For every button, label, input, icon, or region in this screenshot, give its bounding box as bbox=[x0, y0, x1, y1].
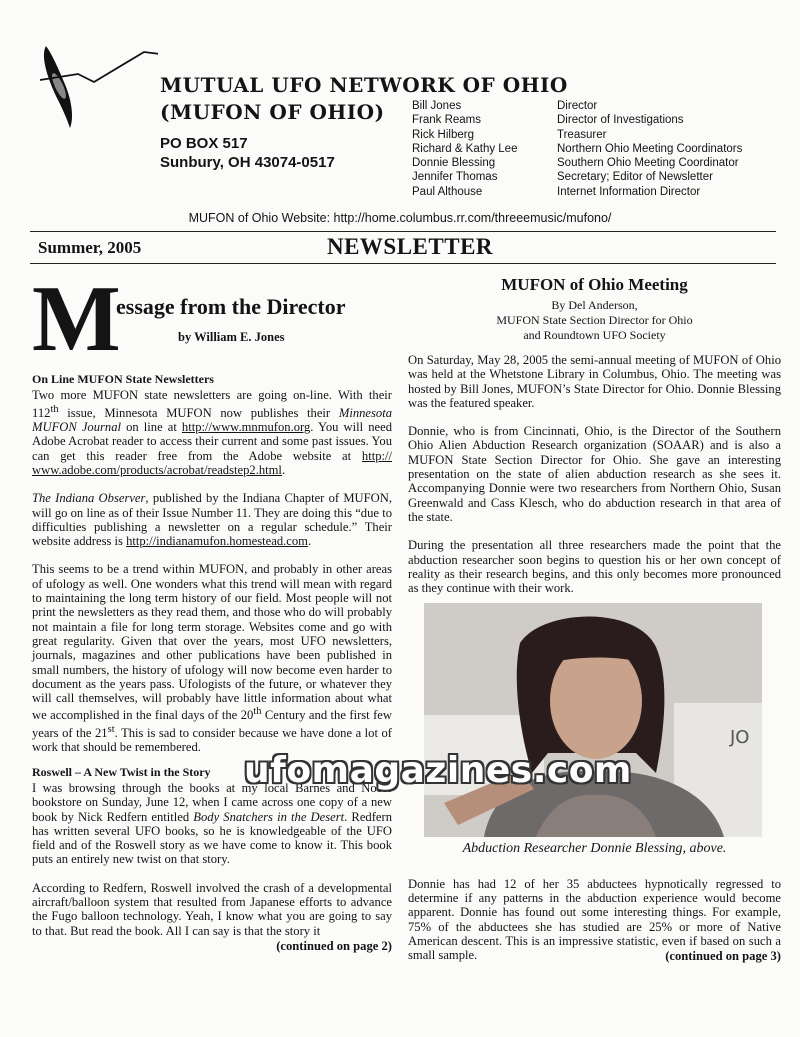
staff-role: Northern Ohio Meeting Coordinators bbox=[557, 142, 743, 155]
staff-name: Richard & Kathy Lee bbox=[412, 142, 518, 155]
director-heading bbox=[32, 267, 392, 371]
org-address bbox=[160, 134, 400, 172]
staff-row bbox=[412, 128, 782, 142]
subhead-online-newsletters: On Line MUFON State Newsletters bbox=[32, 372, 214, 386]
photo-caption: Abduction Researcher Donnie Blessing, above. bbox=[462, 841, 727, 857]
paragraph: Donnie has had 12 of her 35 abductees hypnotically regressed to determine if any patterns in the abduction experience would become apparent. Donnie has found out some interesting things. For example, 75% of the abductees she has studied are 25% or more of Native American descent. This is an impressive statistic, even if based on such a small sample. bbox=[408, 876, 781, 963]
masthead-rule bbox=[30, 263, 776, 264]
watermark: ufomagazines.com bbox=[244, 750, 632, 791]
paragraph: On Saturday, May 28, 2005 the semi-annual meeting of MUFON of Ohio was held at the Whetstone Library in Columbus, Ohio. The meeting was hosted by Bill Jones, MUFON’s State Director for Ohio. Donnie Blessing was the featured speaker. bbox=[408, 353, 781, 410]
staff-row bbox=[412, 99, 782, 113]
indiana-mufon-link[interactable]: http://indianamufon.homestead.com bbox=[126, 534, 308, 549]
staff-name: Donnie Blessing bbox=[412, 157, 496, 170]
org-short-name: (MUFON OF OHIO) bbox=[160, 100, 385, 124]
issue-season: Summer, 2005 bbox=[38, 238, 142, 257]
board-text: JO bbox=[730, 727, 750, 749]
director-article bbox=[32, 267, 392, 953]
staff-role: Treasurer bbox=[557, 128, 607, 141]
staff-role: Internet Information Director bbox=[557, 185, 701, 198]
paragraph: According to Redfern, Roswell involved the crash of a developmental aircraft/balloon system that resulted from Japanese efforts to advance the Fugo balloon technology. Yeah, I know what you are going to say to that. But read the book. All I can say is that the story it bbox=[32, 880, 392, 938]
website-line: MUFON of Ohio Website: http://home.columbus.rr.com/threeemusic/mufono/ bbox=[188, 211, 612, 225]
city-line: Sunbury, OH 43074-0517 bbox=[160, 154, 335, 171]
staff-row bbox=[412, 170, 782, 184]
staff-row bbox=[412, 113, 782, 127]
staff-name: Frank Reams bbox=[412, 114, 482, 127]
staff-role: Secretary; Editor of Newsletter bbox=[557, 171, 713, 184]
mnmufon-link[interactable]: http://www.mnmufon.org bbox=[181, 420, 311, 435]
continued-page-2: (continued on page 2) bbox=[276, 938, 392, 953]
staff-name: Bill Jones bbox=[412, 100, 462, 112]
paragraph: During the presentation all three researchers made the point that the abduction researcher soon begins to question his or her own concept of reality as their research begins, and this only becomes more pronounced as they continue with their work. bbox=[408, 538, 781, 596]
staff-name: Paul Althouse bbox=[412, 185, 483, 198]
po-box: PO BOX 517 bbox=[160, 135, 248, 152]
header-rule bbox=[30, 231, 776, 232]
drop-cap: M bbox=[32, 267, 121, 371]
paragraph: Donnie, who is from Cincinnati, Ohio, is the Director of the Southern Ohio Alien Abduction Research organization (SOAAR) and is also a MUFON State Section Director for Ohio. She gave an interesting presentation on the state of alien abduction research as she sees it. Accompanying Donnie were two researchers from Northern Ohio, Susan Greenwald and Cass Klesch, who do abduction research in that area of the state. bbox=[408, 424, 781, 524]
staff-role: Southern Ohio Meeting Coordinator bbox=[557, 157, 739, 170]
staff-row bbox=[412, 156, 782, 170]
director-byline: by William E. Jones bbox=[178, 330, 285, 344]
paragraph: This seems to be a trend within MUFON, and probably in other areas of ufology as well. One wonders what this trend will mean with regard to maintaining the long term history of our field. Most people will not print the newsletters as they read them, and those who do will probably not maintain a file for long term storage. Websites come and go with great regularity. Given that over the years, most UFO newsletters, journals, magazines and other publications have been published in small numbers, the history of ufology will now become even harder to document as the years pass. Ufologists of the future, or whatever they will call themselves, will probably have little information about what we accomplished in the final days of the 20th Century and the first few years of the 21st. This is sad to consider because we have done a lot of work that should be remembered. bbox=[32, 562, 392, 755]
paragraph: The Indiana Observer, published by the Indiana Chapter of MUFON, will go on line as of their Issue Number 11. They are doing this “due to difficulties publishing a newsletter on a regular schedule.” Their website address is http://indianamufon.homestead.com. bbox=[32, 491, 392, 549]
continued-page-3: (continued on page 3) bbox=[665, 948, 781, 963]
staff-name: Rick Hilberg bbox=[412, 128, 474, 141]
speaker-photo bbox=[424, 603, 762, 837]
org-name: MUTUAL UFO NETWORK OF OHIO bbox=[160, 73, 568, 97]
meeting-title: MUFON of Ohio Meeting bbox=[501, 275, 688, 294]
staff-row bbox=[412, 142, 782, 156]
meeting-byline: By Del Anderson, MUFON State Section Director for Ohio and Roundtown UFO Society bbox=[496, 298, 693, 342]
staff-list bbox=[412, 99, 782, 199]
paragraph: I was browsing through the books at my local Barnes and Noble bookstore on Sunday, June 12, when I came across one copy of a new book by Nick Redfern entitled Body Snatchers in the Desert. Redfern has written several UFO books, so he is knowledgeable of the UFO field and of the Roswell story as we have come to know it. This book puts an entirely new twist on that story. bbox=[32, 780, 392, 867]
director-title: essage from the Director bbox=[116, 294, 346, 319]
staff-role: Director of Investigations bbox=[557, 114, 684, 127]
paragraph: Two more MUFON state newsletters are going on-line. With their 112th issue, Minnesota MUFON now publishes their Minnesota MUFON Journal on line at http://www.mnmufon.org. You will need Adobe Acrobat reader to access their current and some past issues. You can get this reader free from the Adobe website at http:// www.adobe.com/products/acrobat/readstep2.html. bbox=[32, 388, 392, 477]
adobe-link[interactable]: http:// www.adobe.com/products/acrobat/readstep2.html bbox=[32, 448, 392, 477]
mufon-logo bbox=[38, 44, 158, 139]
subhead-roswell: Roswell – A New Twist in the Story bbox=[32, 764, 211, 779]
staff-name: Jennifer Thomas bbox=[412, 171, 498, 184]
staff-role: Director bbox=[557, 100, 598, 112]
meeting-article bbox=[408, 275, 781, 963]
staff-row bbox=[412, 185, 782, 199]
newsletter-title: NEWSLETTER bbox=[326, 234, 494, 259]
